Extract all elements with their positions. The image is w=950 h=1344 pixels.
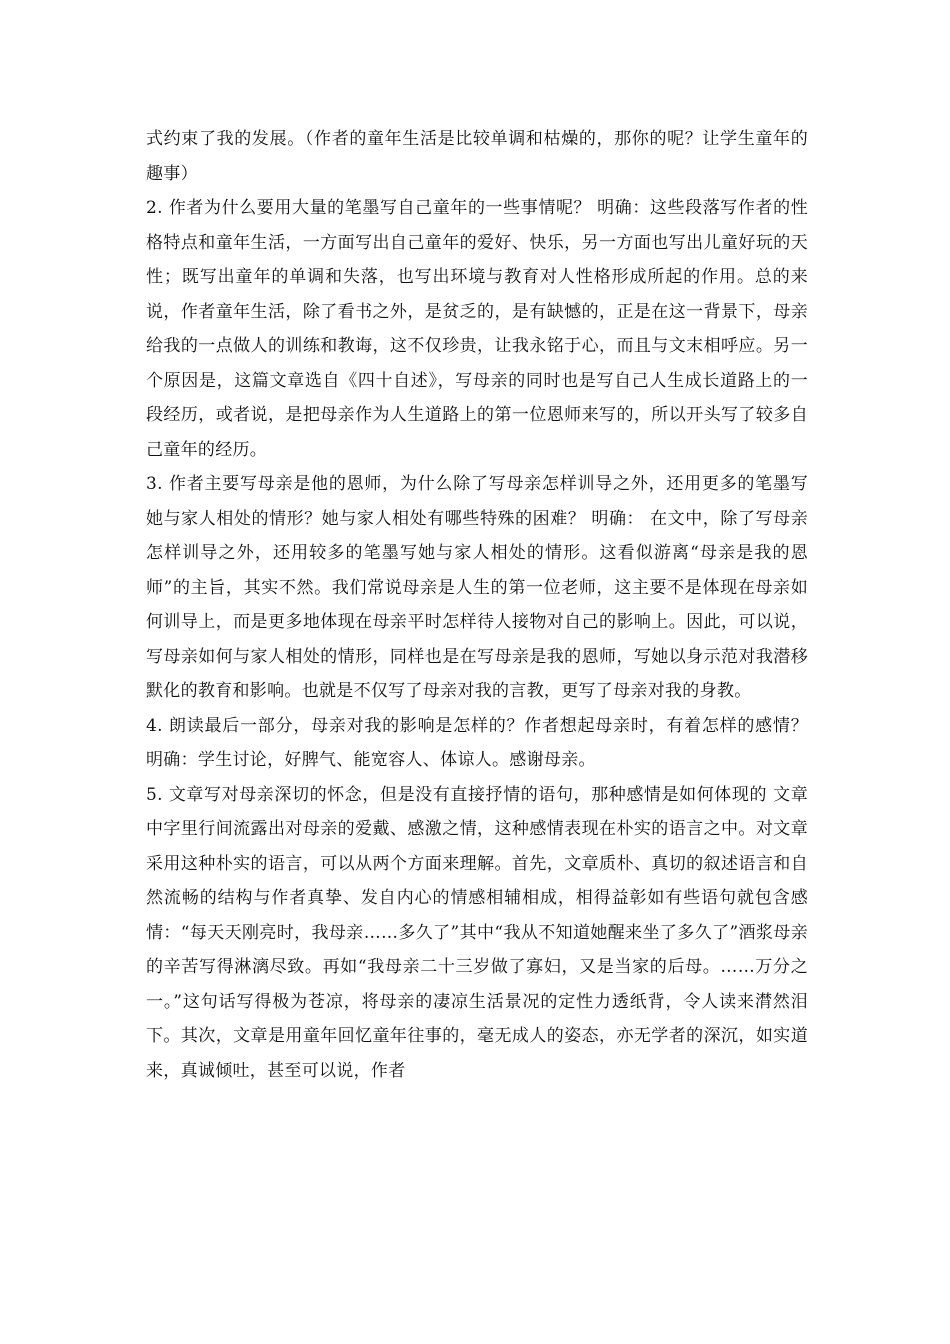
- document-body: [146, 122, 814, 1088]
- paragraph-question-5: 5. 文章写对母亲深切的怀念，但是没有直接抒情的语句，那种感情是如何体现的 文章中字里行间流露出对母亲的爱戴、感激之情，这种感情表现在朴实的语言之中。对文章采用这种朴实的语言，可以从两个方面来理解。首先，文章质朴、真切的叙述语言和自然流畅的结构与作者真挚、发自内心的情感相辅相成，相得益彰如有些语句就包含感情：“每天天刚亮时，我母亲……多久了”其中“我从不知道她醒来坐了多久了”酒浆母亲的辛苦写得淋漓尽致。再如“我母亲二十三岁做了寡妇，又是当家的后母。……万分之一。”这句话写得极为苍凉，将母亲的凄凉生活景况的定性力透纸背，令人读来潸然泪下。其次，文章是用童年回忆童年往事的，毫无成人的姿态，亦无学者的深沉，如实道来，真诚倾吐，甚至可以说，作者: [146, 784, 808, 1081]
- paragraph-question-4: 4. 朗读最后一部分，母亲对我的影响是怎样的？作者想起母亲时，有着怎样的感情？ 明确：学生讨论，好脾气、能宽容人、体谅人。感谢母亲。: [146, 715, 814, 770]
- paragraph-continuation: 式约束了我的发展。（作者的童年生活是比较单调和枯燥的，那你的呢？让学生童年的趣事）: [146, 129, 808, 184]
- paragraph-question-2: 2. 作者为什么要用大量的笔墨写自己童年的一些事情呢？ 明确：这些段落写作者的性格特点和童年生活，一方面写出自己童年的爱好、快乐，另一方面也写出儿童好玩的天性；既写出童年的单调和失落，也写出环境与教育对人性格形成所起的作用。总的来说，作者童年生活，除了看书之外，是贫乏的，是有缺憾的，正是在这一背景下，母亲给我的一点做人的训练和教诲，这不仅珍贵，让我永铭于心，而且与文末相呼应。另一个原因是，这篇文章选自《四十自述》，写母亲的同时也是写自己人生成长道路上的一段经历，或者说，是把母亲作为人生道路上的第一位恩师来写的，所以开头写了较多自己童年的经历。: [146, 198, 808, 460]
- paragraph-question-3: 3. 作者主要写母亲是他的恩师，为什么除了写母亲怎样训导之外，还用更多的笔墨写她与家人相处的情形？她与家人相处有哪些特殊的困难？ 明确： 在文中，除了写母亲怎样训导之外，还用较多的笔墨写她与家人相处的情形。这看似游离“母亲是我的恩师”的主旨，其实不然。我们常说母亲是人生的第一位老师，这主要不是体现在母亲如何训导上，而是更多地体现在母亲平时怎样待人接物对自己的影响上。因此，可以说，写母亲如何与家人相处的情形，同样也是在写母亲是我的恩师，写她以身示范对我潜移默化的教育和影响。也就是不仅写了母亲对我的言教，更写了母亲对我的身教。: [146, 474, 808, 701]
